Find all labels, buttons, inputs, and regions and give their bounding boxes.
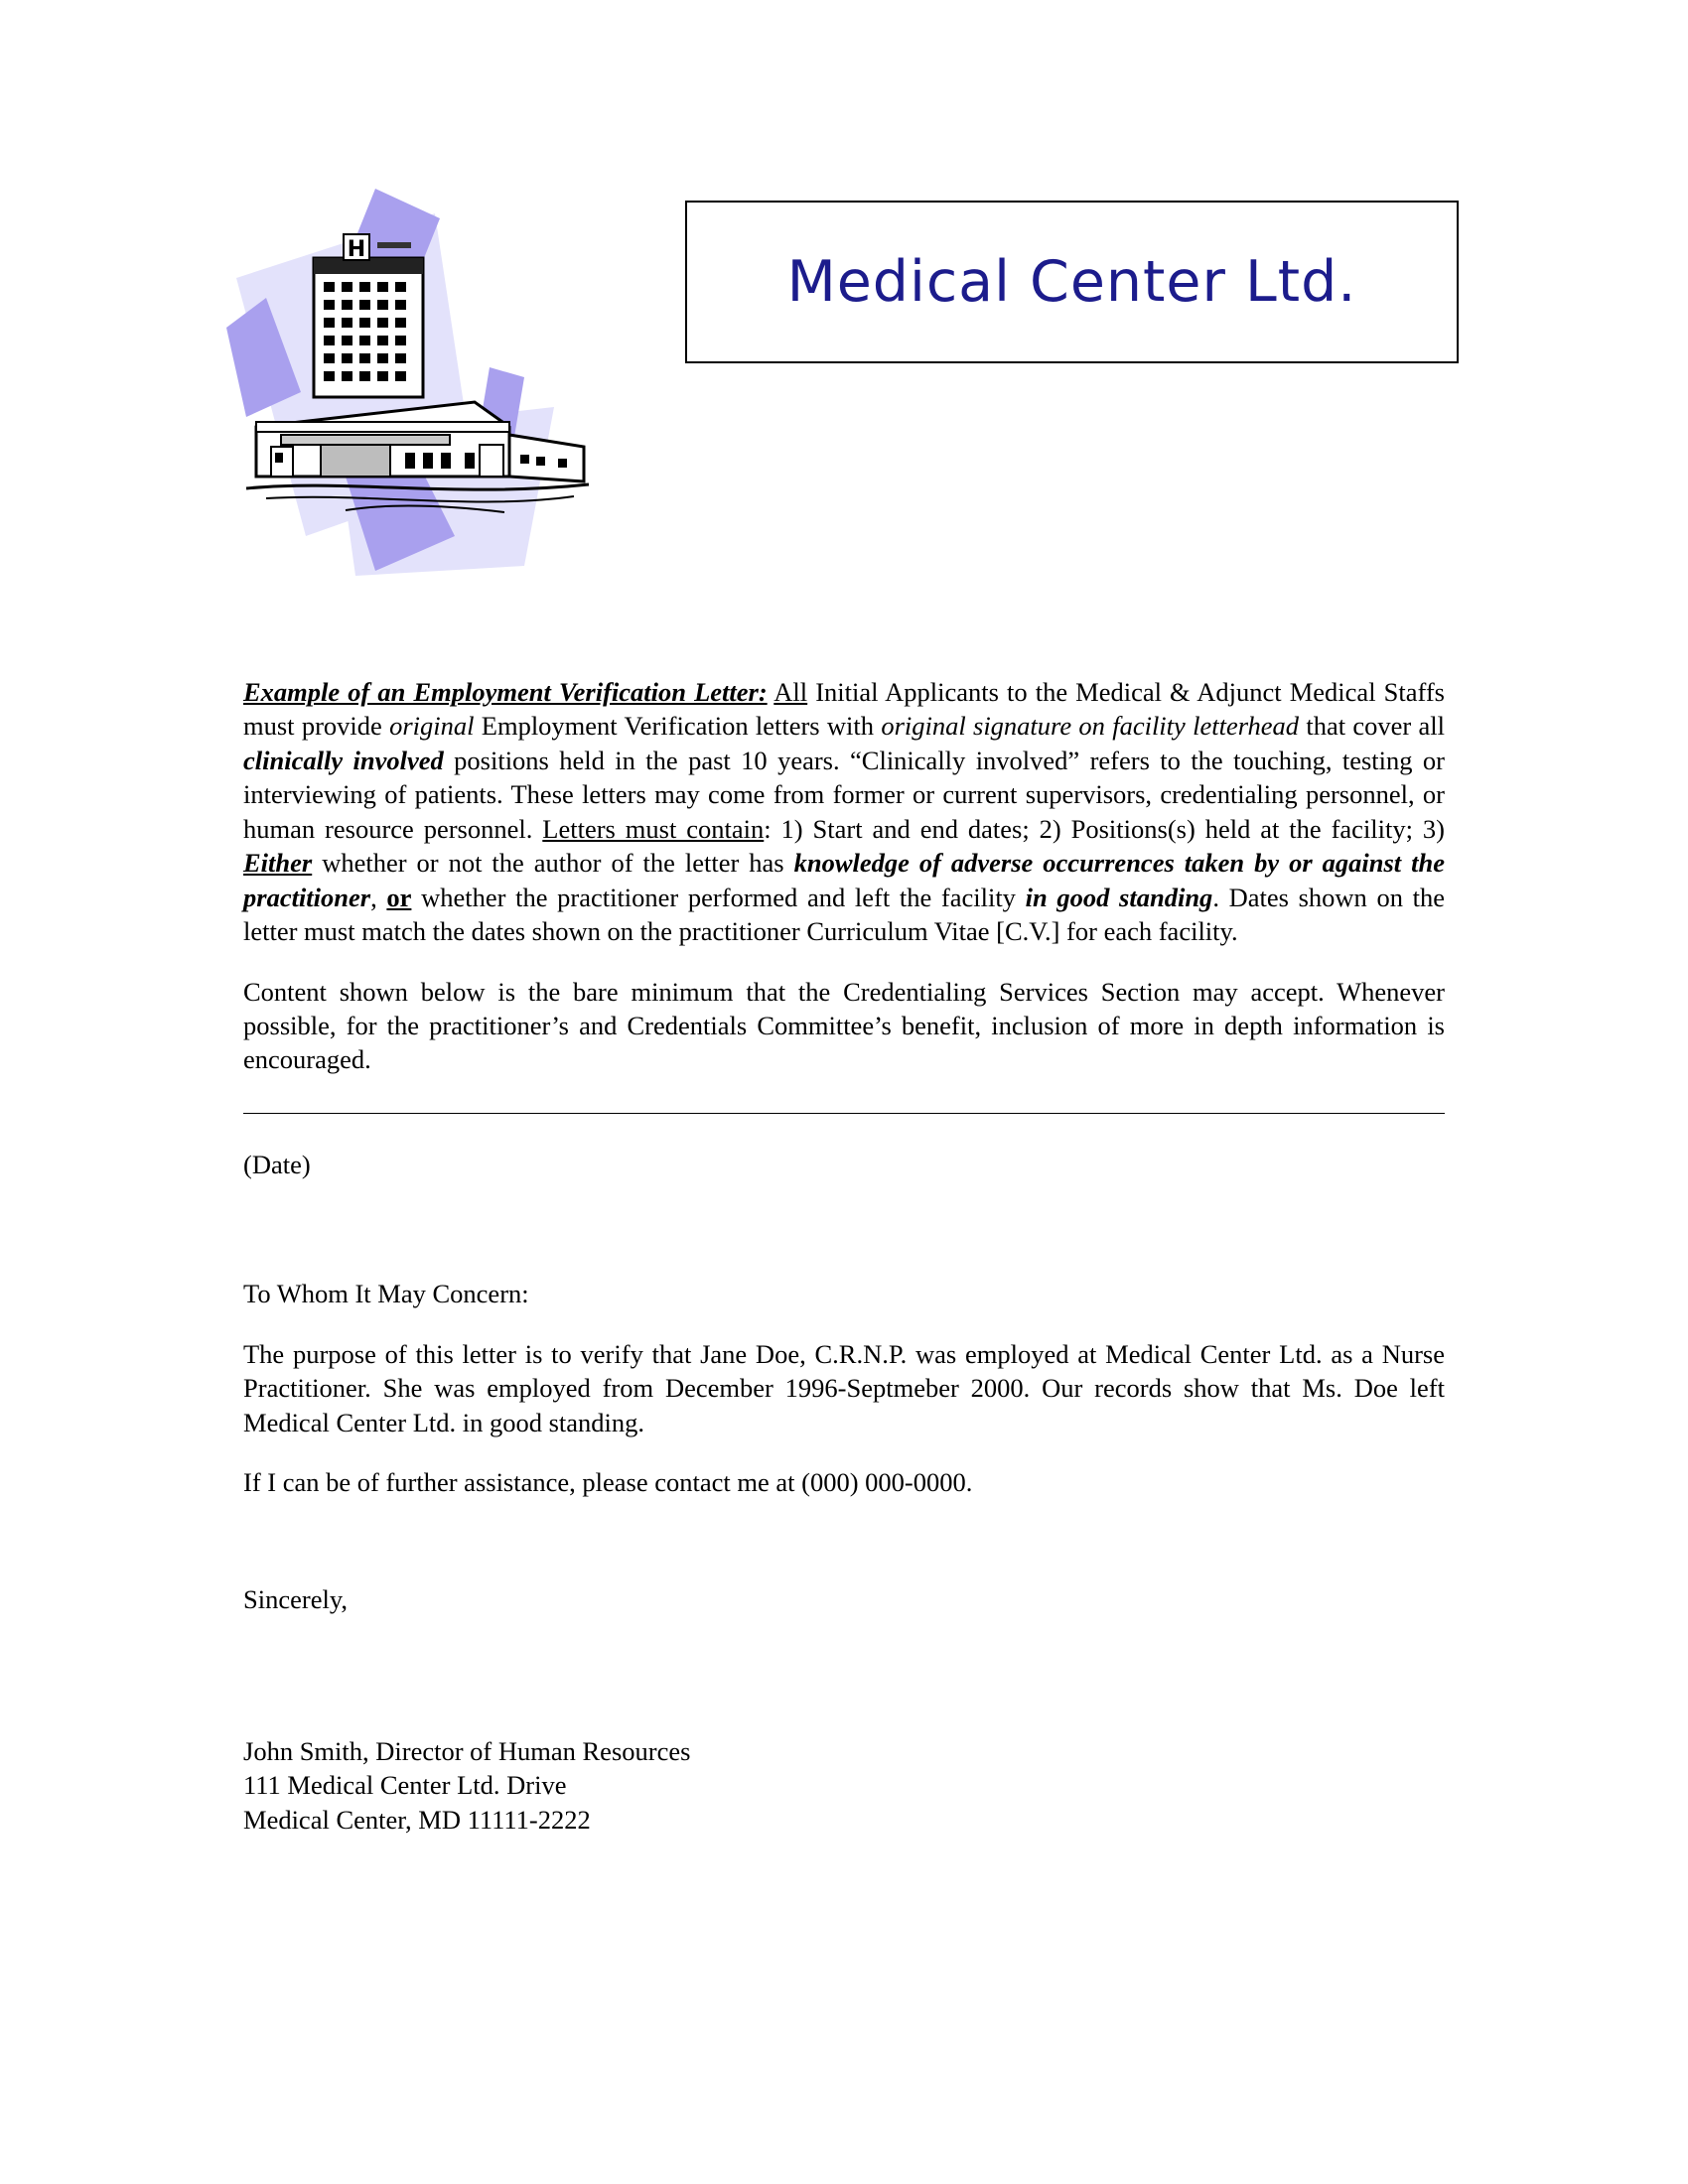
signature-name: John Smith, Director of Human Resources [243, 1735, 691, 1766]
document-body [243, 675, 1445, 1837]
intro-seg-4: positions held in the past 10 years. “Clinically involved” refers to the touching, testing or interviewing of patients. These letters may come from former or current supervisors, credentialing personnel, or human resource personnel. [243, 745, 1446, 844]
intro-clinically-involved: clinically involved [243, 745, 444, 775]
letter-body-paragraph: The purpose of this letter is to verify that Jane Doe, C.R.N.P. was employed at Medical Center Ltd. as a Nurse Practitioner. She was employed from December 1996-Septmeber 2000. Our records show that Ms. Doe left Medical Center Ltd. in good standing. [243, 1338, 1445, 1437]
intro-seg-7: , [370, 882, 387, 912]
intro-paragraph [243, 675, 1445, 949]
date-placeholder: (Date) [243, 1149, 311, 1179]
letterhead [0, 0, 1688, 635]
intro-original: original [389, 711, 475, 742]
intro-heading: Example of an Employment Verification Letter: [243, 677, 768, 707]
section-divider [243, 1113, 1445, 1114]
intro-seg-5: : 1) Start and end dates; 2) Positions(s) held at the facility; 3) [764, 813, 1445, 844]
spacer-after-date [243, 1207, 1445, 1277]
intro-seg-2: Employment Verification letters with [474, 711, 882, 742]
intro-good-standing: in good standing [1025, 882, 1213, 912]
signature-address-line-2: Medical Center, MD 11111-2222 [243, 1804, 591, 1835]
intro-either: Either [243, 848, 313, 879]
intro-knowledge-clause: knowledge of adverse occurrences taken by or against the practitioner [243, 848, 1445, 912]
note-paragraph: Content shown below is the bare minimum that the Credentialing Services Section may accept. Whenever possible, for the practitioner’s and Credentials Committee’s benefit, inclusion of more in depth information is encouraged. [243, 976, 1445, 1075]
letter-contact-paragraph: If I can be of further assistance, please contact me at (000) 000-0000. [243, 1467, 973, 1497]
intro-letters-must-contain: Letters must contain [542, 813, 765, 844]
intro-all: All [774, 677, 808, 707]
intro-seg-1: Initial Applicants to the Medical & Adjunct Medical Staffs must provide [243, 677, 1445, 742]
signature-space [243, 1643, 1445, 1734]
organization-name: Medical Center Ltd. [786, 249, 1357, 315]
letterhead-title-box [685, 201, 1459, 363]
intro-seg-6: whether or not the author of the letter has [312, 848, 794, 879]
intro-original-signature: original signature on facility letterhead [881, 711, 1300, 742]
intro-or: or [386, 882, 412, 912]
salutation: To Whom It May Concern: [243, 1279, 529, 1309]
letter-closing: Sincerely, [243, 1584, 348, 1615]
hospital-building-icon [226, 179, 624, 576]
intro-seg-8: whether the practitioner performed and left the facility [411, 882, 1026, 912]
spacer-before-closing [243, 1525, 1445, 1582]
signature-address-line-1: 111 Medical Center Ltd. Drive [243, 1770, 567, 1801]
intro-seg-9: . Dates shown on the letter must match the dates shown on the practitioner Curriculum Vitae [C.V.] for each facility. [243, 882, 1446, 947]
intro-seg-3: that cover all [1299, 711, 1446, 742]
svg-text:H: H [347, 237, 366, 262]
